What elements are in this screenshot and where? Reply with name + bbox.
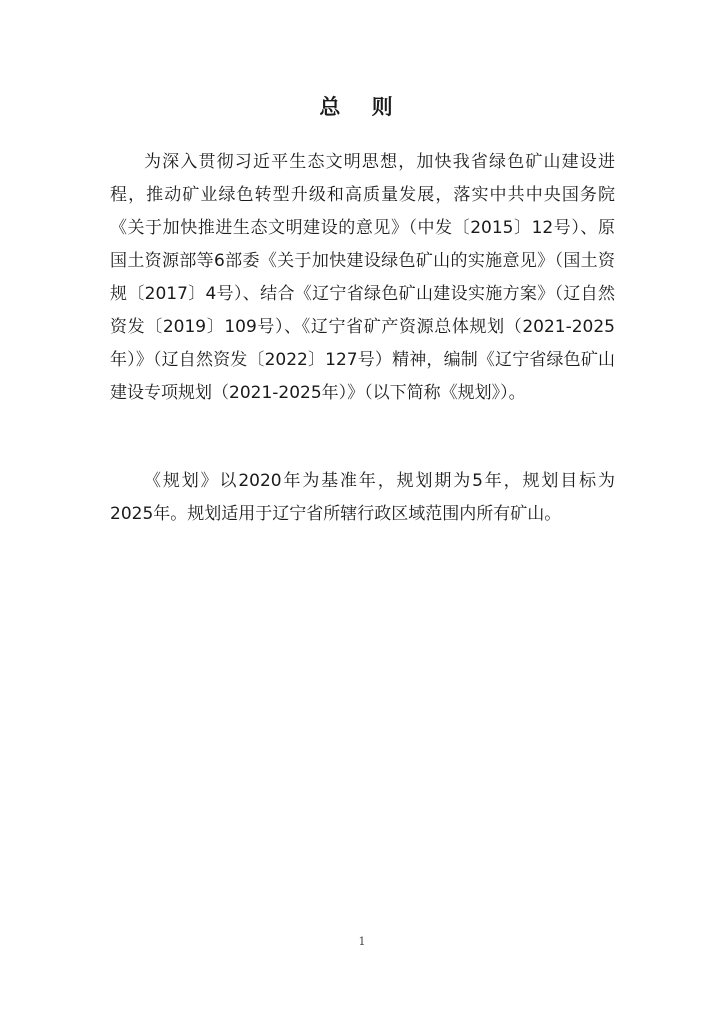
paragraph-2: 《规划》以2020年为基准年，规划期为5年，规划目标为2025年。规划适用于辽宁省所辖行政区域范围内所有矿山。 xyxy=(110,471,615,524)
page-number: 1 xyxy=(358,935,366,948)
paragraph-1: 为深入贯彻习近平生态文明思想，加快我省绿色矿山建设进程，推动矿业绿色转型升级和高质量发展，落实中共中央国务院《关于加快推进生态文明建设的意见》（中发〔2015〕12号）、原国土资源部等6部委《关于加快建设绿色矿山的实施意见》（国土资规〔2017〕4号）、结合《辽宁省绿色矿山建设实施方案》（辽自然资发〔2019〕109号）、《辽宁省矿产资源总体规划（2021-2025年）》（辽自然资发〔2022〕127号）精神，编制《辽宁省绿色矿山建设专项规划（2021-2025年）》（以下简称《规划》）。 xyxy=(110,152,615,403)
page-title: 总 则 xyxy=(319,95,405,119)
